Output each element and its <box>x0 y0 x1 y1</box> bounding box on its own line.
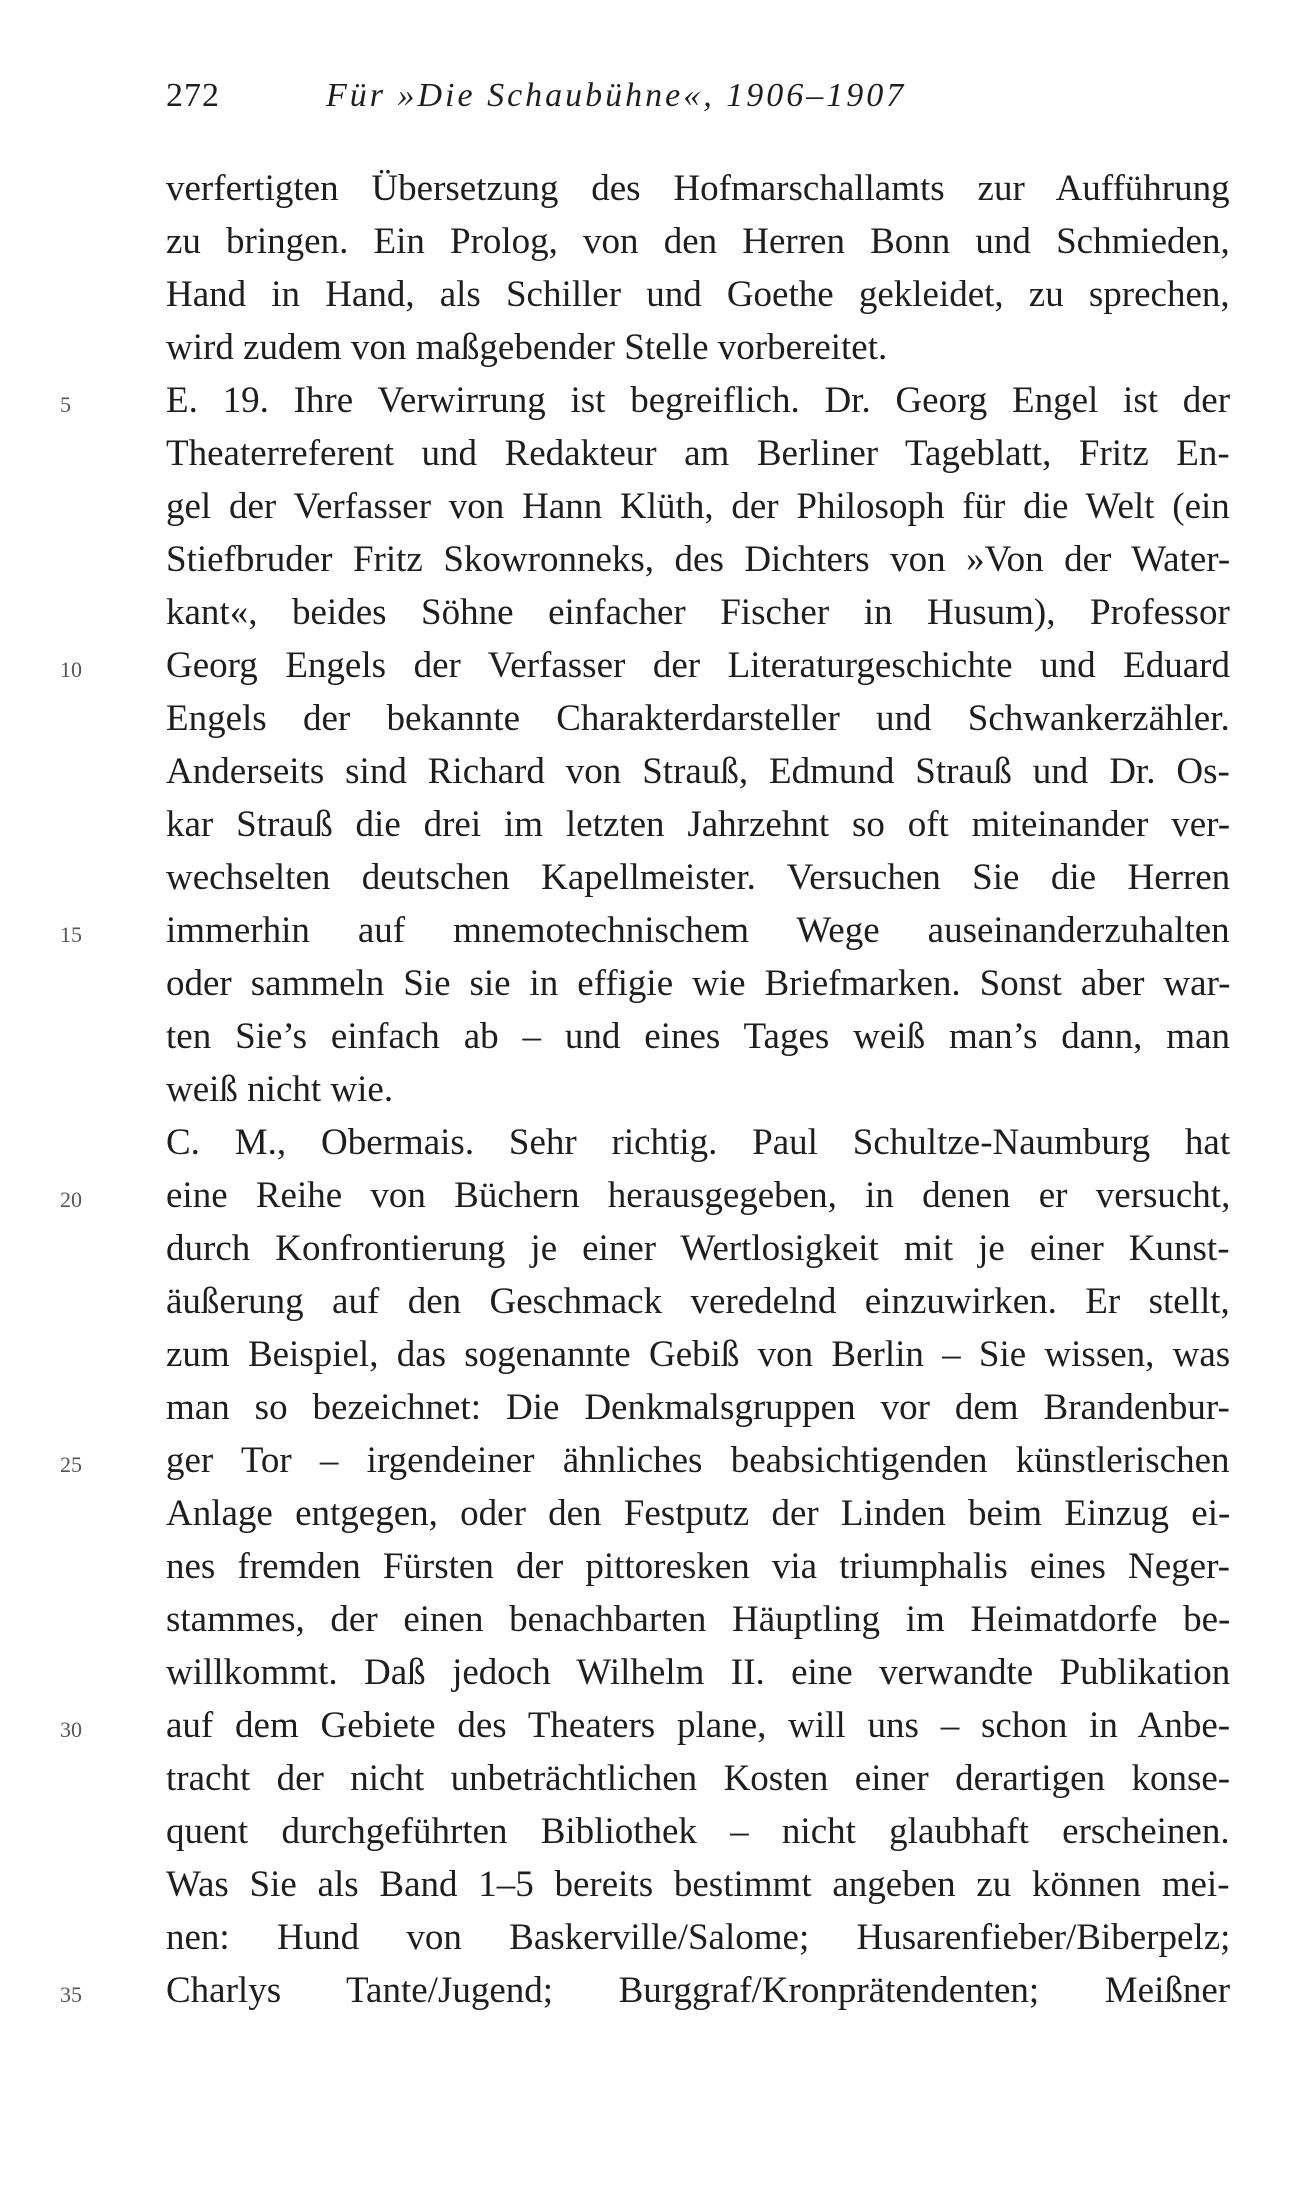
line-text: wird zudem von maßgebender Stelle vorbereitet. <box>166 327 888 368</box>
text-line <box>166 798 1230 851</box>
line-number: 30 <box>60 1717 82 1742</box>
text-line <box>60 1699 1231 1752</box>
line-text: verfertigten Übersetzung des Hofmarschallamts zur Aufführung <box>166 168 1230 209</box>
line-text: auf dem Gebiete des Theaters plane, will uns – schon in Anbe- <box>166 1705 1231 1746</box>
text-line <box>166 215 1230 268</box>
text-line <box>166 480 1230 533</box>
line-text: C. M., Obermais. Sehr richtig. Paul Schultze-Naumburg hat <box>166 1122 1231 1163</box>
text-line <box>166 1222 1230 1275</box>
line-number: 5 <box>60 392 71 417</box>
text-line <box>166 321 1230 374</box>
text-line <box>166 1487 1230 1540</box>
body-text <box>60 162 1231 2017</box>
text-line <box>166 1540 1230 1593</box>
line-number: 25 <box>60 1452 82 1477</box>
text-line <box>166 851 1230 904</box>
text-line <box>166 268 1230 321</box>
text-line <box>166 1328 1230 1381</box>
line-text: willkommt. Daß jedoch Wilhelm II. eine verwandte Publikation <box>166 1652 1231 1693</box>
line-text: oder sammeln Sie sie in effigie wie Briefmarken. Sonst aber war- <box>166 963 1231 1004</box>
text-line <box>60 374 1231 427</box>
text-line <box>60 1964 1231 2017</box>
text-line <box>60 904 1230 957</box>
line-text: zu bringen. Ein Prolog, von den Herren Bonn und Schmieden, <box>166 221 1230 262</box>
line-text: man so bezeichnet: Die Denkmalsgruppen vor dem Brandenbur- <box>166 1387 1230 1428</box>
line-text: weiß nicht wie. <box>166 1069 394 1110</box>
line-text: ger Tor – irgendeiner ähnliches beabsichtigenden künstlerischen <box>166 1440 1230 1481</box>
line-number: 20 <box>60 1187 82 1212</box>
text-line <box>166 1381 1230 1434</box>
text-line <box>60 1169 1231 1222</box>
text-line <box>166 1010 1230 1063</box>
text-line <box>166 162 1230 215</box>
line-text: Stiefbruder Fritz Skowronneks, des Dichters von »Von der Water- <box>166 539 1231 580</box>
line-text: Engels der bekannte Charakterdarsteller und Schwankerzähler. <box>166 698 1230 739</box>
line-text: Hand in Hand, als Schiller und Goethe gekleidet, zu sprechen, <box>166 274 1230 315</box>
line-number: 10 <box>60 657 82 682</box>
text-line <box>166 1593 1230 1646</box>
text-line <box>166 1116 1230 1169</box>
line-text: quent durchgeführten Bibliothek – nicht glaubhaft erscheinen. <box>166 1811 1230 1852</box>
text-line <box>166 1752 1230 1805</box>
text-line <box>166 1646 1230 1699</box>
text-line <box>166 1063 1230 1116</box>
line-text: Anlage entgegen, oder den Festputz der Linden beim Einzug ei- <box>166 1493 1231 1534</box>
text-line <box>166 1275 1230 1328</box>
line-text: nes fremden Fürsten der pittoresken via triumphalis eines Neger- <box>166 1546 1230 1587</box>
line-number: 15 <box>60 922 82 947</box>
line-text: Charlys Tante/Jugend; Burggraf/Kronprätendenten; Meißner <box>166 1970 1231 2011</box>
line-text: zum Beispiel, das sogenannte Gebiß von Berlin – Sie wissen, was <box>166 1334 1231 1375</box>
text-line <box>166 1858 1230 1911</box>
running-title: Für »Die Schaubühne«, 1906–1907 <box>326 77 907 114</box>
line-text: kant«, beides Söhne einfacher Fischer in Husum), Professor <box>166 592 1230 633</box>
text-line <box>166 1911 1230 1964</box>
page-number: 272 <box>166 77 220 114</box>
line-text: immerhin auf mnemotechnischem Wege auseinanderzuhalten <box>166 910 1230 951</box>
text-line <box>166 957 1230 1010</box>
text-line <box>60 639 1230 692</box>
line-text: eine Reihe von Büchern herausgegeben, in denen er versucht, <box>166 1175 1231 1216</box>
text-line <box>166 745 1230 798</box>
line-text: ten Sie’s einfach ab – und eines Tages weiß man’s dann, man <box>166 1016 1230 1057</box>
text-line <box>166 586 1230 639</box>
line-text: wechselten deutschen Kapellmeister. Versuchen Sie die Herren <box>166 857 1231 898</box>
line-text: kar Strauß die drei im letzten Jahrzehnt so oft miteinander ver- <box>166 804 1231 845</box>
text-line <box>60 1434 1230 1487</box>
text-line <box>166 692 1230 745</box>
text-line <box>166 1805 1230 1858</box>
line-text: tracht der nicht unbeträchtlichen Kosten einer derartigen konse- <box>166 1758 1231 1799</box>
line-number: 35 <box>60 1982 82 2007</box>
line-text: Georg Engels der Verfasser der Literaturgeschichte und Eduard <box>166 645 1230 686</box>
line-text: Theaterreferent und Redakteur am Berliner Tageblatt, Fritz En- <box>166 433 1230 474</box>
line-text: Anderseits sind Richard von Strauß, Edmund Strauß und Dr. Os- <box>166 751 1230 792</box>
line-text: äußerung auf den Geschmack veredelnd einzuwirken. Er stellt, <box>166 1281 1230 1322</box>
line-text: durch Konfrontierung je einer Wertlosigkeit mit je einer Kunst- <box>166 1228 1230 1269</box>
line-text: gel der Verfasser von Hann Klüth, der Philosoph für die Welt (ein <box>166 486 1230 527</box>
line-text: stammes, der einen benachbarten Häuptling im Heimatdorfe be- <box>166 1599 1231 1640</box>
text-line <box>166 533 1230 586</box>
line-text: nen: Hund von Baskerville/Salome; Husarenfieber/Biberpelz; <box>166 1917 1231 1958</box>
text-line <box>166 427 1230 480</box>
line-text: Was Sie als Band 1–5 bereits bestimmt angeben zu können mei- <box>166 1864 1230 1905</box>
line-text: E. 19. Ihre Verwirrung ist begreiflich. Dr. Georg Engel ist der <box>166 380 1231 421</box>
